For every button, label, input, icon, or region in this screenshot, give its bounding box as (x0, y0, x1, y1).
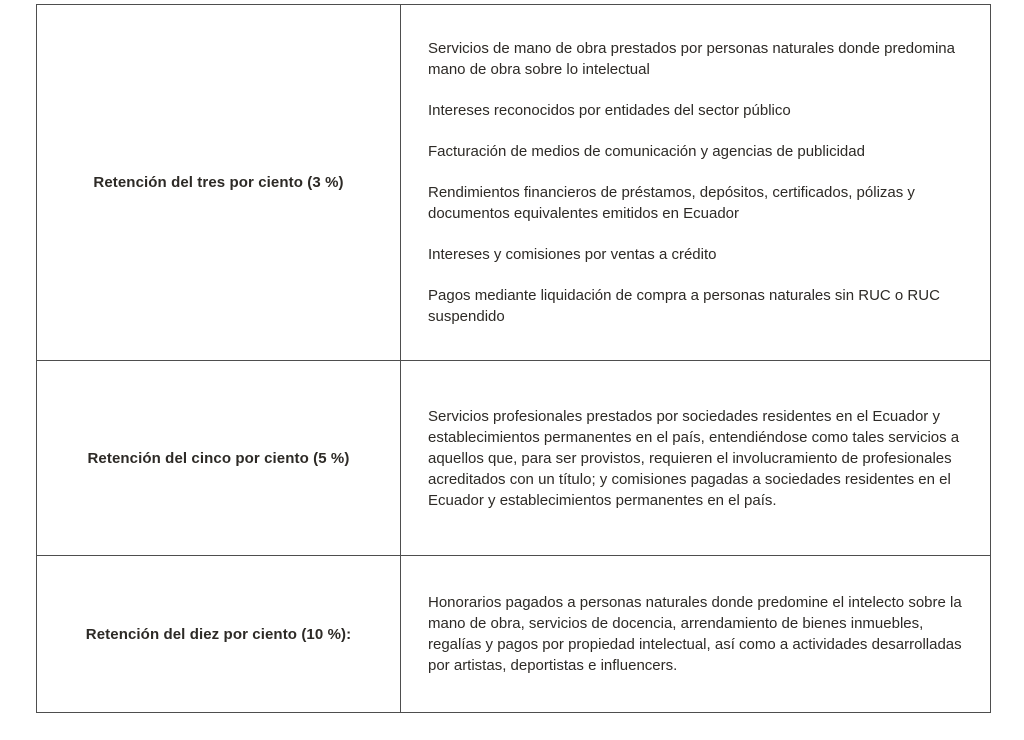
retention-label-cell (37, 5, 401, 361)
retention-table (36, 4, 991, 713)
retention-description-cell (401, 556, 991, 713)
retention-label-cell (37, 556, 401, 713)
retention-label-cell (37, 361, 401, 556)
retention-description-cell (401, 361, 991, 556)
retention-item: Rendimientos financieros de préstamos, depósitos, certificados, pólizas y documentos equivalentes emitidos en Ecuador (428, 184, 915, 222)
table-row-retention-10pct (37, 556, 991, 713)
retention-rate-label: Retención del diez por ciento (10 %): (85, 625, 352, 643)
retention-rate-label: Retención del tres por ciento (3 %) (93, 174, 344, 191)
table-row-retention-3pct (37, 5, 991, 361)
retention-item: Servicios de mano de obra prestados por personas naturales donde predomina mano de obra sobre lo intelectual (428, 40, 955, 78)
retention-item: Servicios profesionales prestados por sociedades residentes en el Ecuador y establecimientos permanentes en el país, entendiéndose como tales servicios a aquellos que, para ser provistos, requieren el involucramiento de profesionales acreditados con un título; y comisiones pagadas a sociedades residentes en el Ecuador y establecimientos permanentes en el país. (428, 407, 960, 509)
retention-item: Facturación de medios de comunicación y agencias de publicidad (428, 143, 865, 160)
retention-item: Honorarios pagados a personas naturales donde predomine el intelecto sobre la mano de obra, servicios de docencia, arrendamiento de bienes inmuebles, regalías y pagos por propiedad intelectual, así como a actividades desarrolladas por artistas, deportistas e influencers. (428, 594, 962, 674)
table-row-retention-5pct (37, 361, 991, 556)
retention-item: Intereses y comisiones por ventas a crédito (428, 246, 717, 263)
retention-rate-label: Retención del cinco por ciento (5 %) (87, 449, 350, 467)
retention-item: Intereses reconocidos por entidades del sector público (428, 102, 791, 119)
retention-description-cell (401, 5, 991, 361)
retention-item: Pagos mediante liquidación de compra a personas naturales sin RUC o RUC suspendido (428, 287, 940, 325)
